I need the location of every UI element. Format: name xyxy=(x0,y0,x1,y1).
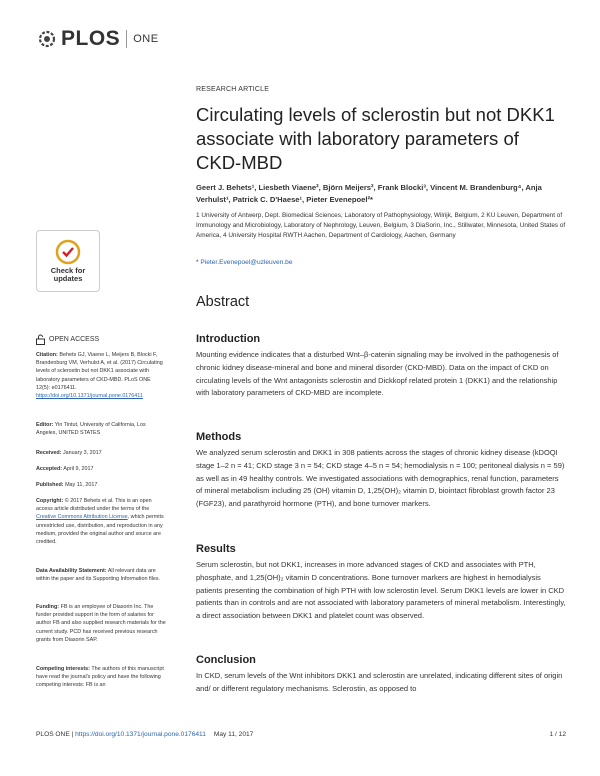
citation-text: Behets GJ, Viaene L, Meijers B, Blocki F, Brandenburg VM, Verhulst A, et al. (2017) Circulating levels of sclerostin but not DKK1 associate with laboratory parameters of CKD-MBD. PLoS ONE 12(5): e0176411. xyxy=(36,352,163,391)
received-date: January 3, 2017 xyxy=(62,450,102,456)
footer-separator: | xyxy=(69,731,76,738)
article-type: RESEARCH ARTICLE xyxy=(196,86,270,93)
sidebar-editor xyxy=(36,421,166,437)
logo-divider xyxy=(126,30,127,48)
sidebar-data-availability xyxy=(36,567,166,583)
footer-doi-link[interactable]: https://doi.org/10.1371/journal.pone.0176411 xyxy=(75,731,206,738)
footer-journal: PLOS ONE xyxy=(36,731,70,738)
editor-label: Editor: xyxy=(36,422,54,428)
data-availability-label: Data Availability Statement: xyxy=(36,568,107,574)
sidebar-received xyxy=(36,449,166,457)
check-for-updates-badge[interactable] xyxy=(36,230,100,292)
sidebar-copyright xyxy=(36,497,166,546)
funding-label: Funding: xyxy=(36,604,60,610)
corresponding-email xyxy=(196,259,566,266)
sidebar-published xyxy=(36,481,166,489)
open-access-label: OPEN ACCESS xyxy=(49,336,100,343)
page-footer xyxy=(36,731,566,738)
conclusion-heading: Conclusion xyxy=(196,654,256,666)
sidebar-competing-interests xyxy=(36,665,166,690)
abstract-heading: Abstract xyxy=(196,294,250,310)
published-date: May 11, 2017 xyxy=(65,482,98,488)
copyright-label: Copyright: xyxy=(36,498,64,504)
email-marker: * xyxy=(196,259,201,266)
accepted-date: April 9, 2017 xyxy=(63,466,94,472)
results-heading: Results xyxy=(196,543,236,555)
methods-heading: Methods xyxy=(196,431,242,443)
competing-text: The authors of this manuscript have read the journal's policy and have the following competing interests: FB is an xyxy=(36,666,164,689)
author-list: Geert J. Behets¹, Liesbeth Viaene², Björn Meijers², Frank Blocki³, Vincent M. Brandenburg⁴, Anja Verhulst¹, Patrick C. D'Haese¹, Pieter Evenepoel²* xyxy=(196,183,542,204)
results-text: Serum sclerostin, but not DKK1, increases in more advanced stages of CKD and associates with PTH, phosphate, and 1,25(OH)₂ vitamin D concentrations. Bone turnover markers are highest in hemodialysis patients presenting the combination of high PTH with low sclerostin level. Serum DKK1 levels are lower in CKD patients than in controls and are not associated with laboratory parameters of mineral metabolism. Interestingly, a direct association between DKK1 and platelet count was observed. xyxy=(196,560,566,621)
badge-line-2: updates xyxy=(53,274,83,283)
introduction-text: Mounting evidence indicates that a disturbed Wnt–β-catenin signaling may be involved in the pathogenesis of chronic kidney disease-mineral and bone and mineral disorder (CKD-MBD). Data on the impact of CKD on circulating levels of the Wnt antagonists sclerostin and Dickkopf related protein 1 (DKK1) and the relationship with laboratory parameters of CKD-MBD are incomplete. xyxy=(196,350,559,398)
accepted-label: Accepted: xyxy=(36,466,63,472)
check-updates-icon xyxy=(55,239,81,265)
plos-logo xyxy=(36,26,159,52)
data-availability-text: All relevant data are within the paper and its Supporting Information files. xyxy=(36,568,161,583)
copyright-text: © 2017 Behets et al. This is an open access article distributed under the terms of the xyxy=(36,498,152,513)
email-link[interactable]: Pieter.Evenepoel@uzleuven.be xyxy=(200,259,293,266)
badge-line-1: Check for xyxy=(50,265,86,275)
published-label: Published: xyxy=(36,482,64,488)
open-lock-icon xyxy=(36,334,45,345)
open-access xyxy=(36,334,99,345)
competing-label: Competing interests: xyxy=(36,666,90,672)
funding-text: FB is an employee of Diasorin Inc. The funder provided support in the form of salaries for author FB and also supplied research materials for the current study. PCD has received previous research grants from Diasorin SAP. xyxy=(36,604,166,643)
methods-text: We analyzed serum sclerostin and DKK1 in 308 patients across the stages of chronic kidney disease (kDOQI stage 1–2 n = 41; CKD stage 3 n = 54; CKD stage 4–5 n = 54; hemodialysis n = 100; peritoneal dialysis n = 59) as well as in 49 healthy controls. We investigated associations with demographics, renal function, parameters of mineral metabolism including 25 (OH) vitamin D, 1,25(OH)₂ vitamin D, biointact fibroblast growth factor 23 (FGF23), and parathyroid hormone (PTH), and bone turnover markers. xyxy=(196,448,565,509)
affiliations: 1 University of Antwerp, Dept. Biomedical Sciences, Laboratory of Pathophysiology, Wilrijk, Belgium, 2 KU Leuven, Department of Immunology and Microbiology, Laboratory of Nephrology, Leuven, Belgium, 3 DiaSorin, Inc., Stillwater, Minnesota, United States of America, 4 University Hospital RWTH Aachen, Department of Cardiology, Aachen, Germany xyxy=(196,212,566,239)
footer-date: May 11, 2017 xyxy=(213,731,254,738)
license-link[interactable]: Creative Commons Attribution License xyxy=(36,514,128,521)
article-title: Circulating levels of sclerostin but not DKK1 associate with laboratory parameters of CKD-MBD xyxy=(196,104,555,173)
copyright-text-end: , which permits unrestricted use, distribution, and reproduction in any medium, provided the original author and source are credited. xyxy=(36,514,164,546)
received-label: Received: xyxy=(36,450,62,456)
conclusion-text: In CKD, serum levels of the Wnt inhibitors DKK1 and sclerostin are unrelated, indicating different sites of origin and/ or different regulatory mechanisms. Sclerostin, as opposed to xyxy=(196,671,563,693)
page-number: 1 / 12 xyxy=(549,731,566,738)
sidebar-accepted xyxy=(36,465,166,473)
journal-name: ONE xyxy=(133,33,159,45)
editor-text: Yin Tintut, University of California, Los Angeles, UNITED STATES xyxy=(36,422,146,437)
plos-logo-icon xyxy=(36,28,58,50)
introduction-heading: Introduction xyxy=(196,333,261,345)
citation-label: Citation: xyxy=(36,352,58,358)
sidebar-citation xyxy=(36,351,166,400)
sidebar-funding xyxy=(36,603,166,644)
citation-doi-link[interactable]: https://doi.org/10.1371/journal.pone.0176411 xyxy=(36,393,143,400)
logo-text: PLOS xyxy=(61,27,121,50)
